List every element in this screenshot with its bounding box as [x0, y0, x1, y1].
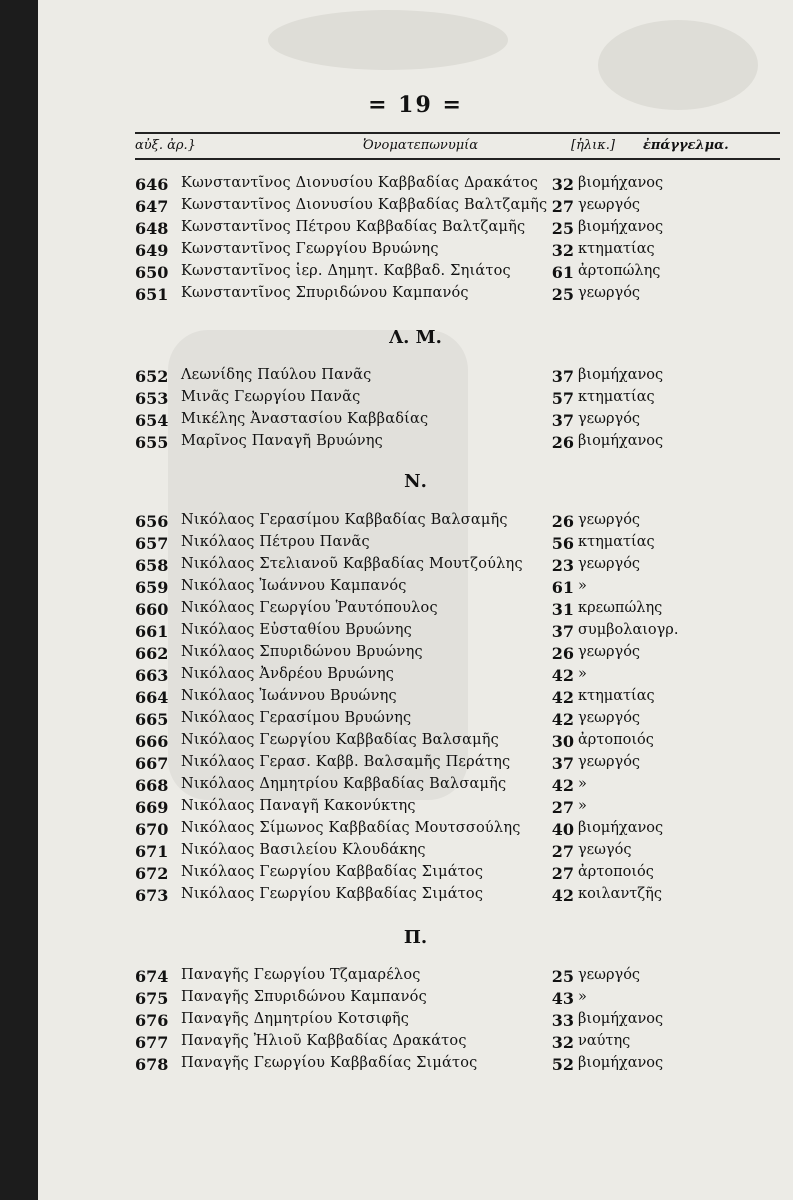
register-row	[38, 864, 793, 886]
entry-name: Νικόλαος Γεωργίου Καββαδίας Βαλσαμῆς	[181, 732, 499, 748]
paper-stain	[268, 10, 508, 70]
register-row	[38, 1055, 793, 1077]
entry-occupation: »	[578, 798, 587, 814]
entry-age: 56	[551, 534, 574, 553]
entry-name: Νικόλαος Γερασίμου Βρυώνης	[181, 710, 412, 726]
header-occupation: ἐπάγγελμα.	[643, 138, 729, 153]
register-row	[38, 886, 793, 908]
register-row	[38, 754, 793, 776]
register-row	[38, 710, 793, 732]
register-row	[38, 578, 793, 600]
entry-occupation: βιομήχανος	[578, 820, 664, 836]
entry-number: 669	[135, 798, 169, 817]
entry-number: 675	[135, 989, 169, 1008]
entry-name: Παναγῆς Γεωργίου Τζαμαρέλος	[181, 967, 421, 983]
entry-occupation: »	[578, 989, 587, 1005]
entry-age: 30	[551, 732, 574, 751]
entry-number: 656	[135, 512, 169, 531]
entry-age: 27	[551, 197, 574, 216]
entry-age: 33	[551, 1011, 574, 1030]
entry-occupation: γεωργός	[578, 411, 641, 427]
entry-name: Κωνσταντῖνος Διονυσίου Καββαδίας Βαλτζαμῆς	[181, 197, 548, 213]
entry-name: Νικόλαος Γεωργίου Ῥαυτόπουλος	[181, 600, 438, 616]
entry-occupation: »	[578, 666, 587, 682]
entry-number: 674	[135, 967, 169, 986]
entry-name: Παναγῆς Ἠλιοῦ Καββαδίας Δρακάτος	[181, 1033, 467, 1049]
entry-number: 660	[135, 600, 169, 619]
register-row	[38, 433, 793, 455]
header-age: [ἡλικ.]	[571, 138, 615, 153]
entry-name: Νικόλαος Γεωργίου Καββαδίας Σιμάτος	[181, 864, 484, 880]
entry-age: 32	[551, 1033, 574, 1052]
entry-number: 655	[135, 433, 169, 452]
entry-occupation: κοιλαντζῆς	[578, 886, 662, 902]
entry-number: 664	[135, 688, 169, 707]
register-row	[38, 556, 793, 578]
register-row	[38, 989, 793, 1011]
entry-age: 52	[551, 1055, 574, 1074]
entry-occupation: κτηματίας	[578, 688, 655, 704]
entry-number: 652	[135, 367, 169, 386]
entry-number: 677	[135, 1033, 169, 1052]
entry-number: 661	[135, 622, 169, 641]
entry-age: 37	[551, 622, 574, 641]
entry-number: 657	[135, 534, 169, 553]
entry-name: Νικόλαος Δημητρίου Καββαδίας Βαλσαμῆς	[181, 776, 507, 792]
entry-name: Νικόλαος Ἰωάννου Καμπανός	[181, 578, 407, 594]
entry-age: 27	[551, 864, 574, 883]
entry-age: 23	[551, 556, 574, 575]
entry-name: Κωνσταντῖνος Σπυριδώνου Καμπανός	[181, 285, 469, 301]
register-row	[38, 197, 793, 219]
register-row	[38, 776, 793, 798]
entry-name: Λεωνίδης Παύλου Πανᾶς	[181, 367, 372, 383]
entry-occupation: κτηματίας	[578, 241, 655, 257]
entry-name: Μινᾶς Γεωργίου Πανᾶς	[181, 389, 361, 405]
entry-occupation: γεωργός	[578, 512, 641, 528]
entry-occupation: συμβολαιογρ.	[578, 622, 679, 638]
entry-age: 31	[551, 600, 574, 619]
entry-name: Παναγῆς Δημητρίου Κοτσιφῆς	[181, 1011, 410, 1027]
entry-number: 649	[135, 241, 169, 260]
header-rule	[135, 132, 780, 134]
entry-age: 42	[551, 886, 574, 905]
entry-occupation: »	[578, 776, 587, 792]
entry-occupation: κρεωπώλης	[578, 600, 663, 616]
entry-name: Μικέλης Ἀναστασίου Καββαδίας	[181, 411, 429, 427]
entry-occupation: γεωργός	[578, 710, 641, 726]
entry-name: Νικόλαος Γερασ. Καββ. Βαλσαμῆς Περάτης	[181, 754, 511, 770]
entry-occupation: γεωγός	[578, 842, 632, 858]
entry-age: 37	[551, 754, 574, 773]
entry-name: Παναγῆς Σπυριδώνου Καμπανός	[181, 989, 427, 1005]
entry-occupation: βιομήχανος	[578, 175, 664, 191]
entry-name: Κωνσταντῖνος Διονυσίου Καββαδίας Δρακάτος	[181, 175, 539, 191]
entry-number: 646	[135, 175, 169, 194]
entry-name: Νικόλαος Γεωργίου Καββαδίας Σιμάτος	[181, 886, 484, 902]
entry-name: Νικόλαος Γερασίμου Καββαδίας Βαλσαμῆς	[181, 512, 508, 528]
entry-occupation: γεωργός	[578, 754, 641, 770]
entry-occupation: βιομήχανος	[578, 1011, 664, 1027]
entry-occupation: γεωργός	[578, 285, 641, 301]
entry-number: 648	[135, 219, 169, 238]
entry-occupation: κτηματίας	[578, 389, 655, 405]
entry-age: 27	[551, 842, 574, 861]
register-row	[38, 732, 793, 754]
entry-number: 665	[135, 710, 169, 729]
entry-age: 26	[551, 644, 574, 663]
entry-age: 25	[551, 967, 574, 986]
column-header	[135, 136, 780, 156]
entry-age: 25	[551, 219, 574, 238]
entry-number: 654	[135, 411, 169, 430]
entry-number: 653	[135, 389, 169, 408]
entry-number: 650	[135, 263, 169, 282]
register-row	[38, 644, 793, 666]
entry-occupation: κτηματίας	[578, 534, 655, 550]
entry-number: 666	[135, 732, 169, 751]
entry-number: 671	[135, 842, 169, 861]
page-number: = 19 =	[368, 92, 463, 118]
entry-occupation: »	[578, 578, 587, 594]
register-row	[38, 1011, 793, 1033]
entry-name: Νικόλαος Βασιλείου Κλουδάκης	[181, 842, 426, 858]
entry-number: 663	[135, 666, 169, 685]
entry-name: Κωνσταντῖνος Γεωργίου Βρυώνης	[181, 241, 439, 257]
entry-name: Νικόλαος Εὐσταθίου Βρυώνης	[181, 622, 412, 638]
entry-age: 32	[551, 241, 574, 260]
entry-name: Νικόλαος Σίμωνος Καββαδίας Μουτσσούλης	[181, 820, 521, 836]
entry-age: 42	[551, 666, 574, 685]
register-row	[38, 285, 793, 307]
header-name: Ὀνοματεπωνυμία	[363, 138, 479, 153]
entry-name: Νικόλαος Πέτρου Πανᾶς	[181, 534, 370, 550]
register-row	[38, 367, 793, 389]
entry-occupation: γεωργός	[578, 197, 641, 213]
header-number: αὐξ. ἀρ.}	[135, 138, 196, 153]
entry-name: Κωνσταντῖνος ἱερ. Δημητ. Καββαδ. Σηιάτος	[181, 263, 511, 279]
entry-occupation: γεωργός	[578, 644, 641, 660]
entry-occupation: ναύτης	[578, 1033, 631, 1049]
entry-occupation: γεωργός	[578, 556, 641, 572]
entry-number: 667	[135, 754, 169, 773]
entry-age: 26	[551, 433, 574, 452]
entry-age: 61	[551, 578, 574, 597]
entry-age: 61	[551, 263, 574, 282]
entry-age: 32	[551, 175, 574, 194]
document-page	[38, 0, 793, 1200]
entry-age: 42	[551, 688, 574, 707]
entry-occupation: ἀρτοποιός	[578, 864, 654, 880]
entry-number: 647	[135, 197, 169, 216]
entry-name: Νικόλαος Παναγῆ Κακονύκτης	[181, 798, 416, 814]
entry-number: 658	[135, 556, 169, 575]
entry-name: Νικόλαος Σπυριδώνου Βρυώνης	[181, 644, 423, 660]
register-row	[38, 820, 793, 842]
entry-age: 43	[551, 989, 574, 1008]
entry-number: 668	[135, 776, 169, 795]
entry-age: 42	[551, 710, 574, 729]
section-heading: Λ. Μ.	[389, 327, 442, 348]
register-row	[38, 666, 793, 688]
register-row	[38, 512, 793, 534]
register-row	[38, 688, 793, 710]
entry-occupation: βιομήχανος	[578, 433, 664, 449]
entry-occupation: ἀρτοπώλης	[578, 263, 661, 279]
entry-age: 42	[551, 776, 574, 795]
register-row	[38, 534, 793, 556]
register-row	[38, 600, 793, 622]
section-heading: Ν.	[404, 471, 427, 492]
entry-age: 40	[551, 820, 574, 839]
entry-age: 57	[551, 389, 574, 408]
entry-name: Νικόλαος Ἰωάννου Βρυώνης	[181, 688, 397, 704]
entry-number: 676	[135, 1011, 169, 1030]
entry-occupation: βιομήχανος	[578, 219, 664, 235]
register-row	[38, 1033, 793, 1055]
entry-occupation: ἀρτοποιός	[578, 732, 654, 748]
register-row	[38, 219, 793, 241]
register-row	[38, 241, 793, 263]
entry-name: Κωνσταντῖνος Πέτρου Καββαδίας Βαλτζαμῆς	[181, 219, 526, 235]
entry-age: 37	[551, 411, 574, 430]
entry-name: Νικόλαος Στελιανοῦ Καββαδίας Μουτζούλης	[181, 556, 523, 572]
entry-name: Νικόλαος Ἀνδρέου Βρυώνης	[181, 666, 395, 682]
entry-number: 651	[135, 285, 169, 304]
entry-age: 25	[551, 285, 574, 304]
entry-name: Παναγῆς Γεωργίου Καββαδίας Σιμάτος	[181, 1055, 478, 1071]
header-rule	[135, 158, 780, 160]
entry-age: 27	[551, 798, 574, 817]
entry-occupation: βιομήχανος	[578, 1055, 664, 1071]
entry-age: 26	[551, 512, 574, 531]
register-row	[38, 263, 793, 285]
entry-number: 672	[135, 864, 169, 883]
entry-number: 659	[135, 578, 169, 597]
entry-age: 37	[551, 367, 574, 386]
register-row	[38, 389, 793, 411]
entry-name: Μαρῖνος Παναγῆ Βρυώνης	[181, 433, 383, 449]
entry-number: 678	[135, 1055, 169, 1074]
entry-occupation: γεωργός	[578, 967, 641, 983]
register-row	[38, 967, 793, 989]
register-row	[38, 798, 793, 820]
entry-occupation: βιομήχανος	[578, 367, 664, 383]
entry-number: 662	[135, 644, 169, 663]
register-row	[38, 842, 793, 864]
register-row	[38, 622, 793, 644]
entry-number: 673	[135, 886, 169, 905]
register-row	[38, 411, 793, 433]
register-row	[38, 175, 793, 197]
entry-number: 670	[135, 820, 169, 839]
section-heading: Π.	[403, 927, 428, 948]
